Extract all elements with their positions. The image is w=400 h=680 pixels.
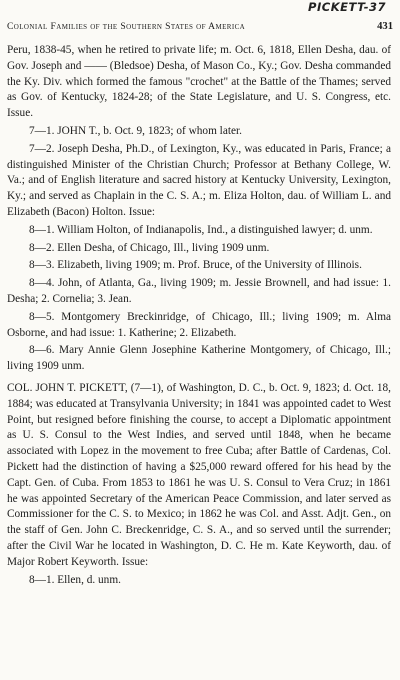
paragraph-continuation: Peru, 1838-45, when he retired to private life; m. Oct. 6, 1818, Ellen Desha, dau. of Gov. Joseph and —— (Bledsoe) Desha, of Mason Co., Ky.; Gov. Desha commanded the Ky. Div. which formed the famous "crochet" at the Battle of the Thames; served as Gov. of Kentucky, 1824-28; of the State Legislature, and U. S. Congress, etc. Issue.	[7, 44, 391, 120]
paragraph-entry-7-1: 7—1. JOHN T., b. Oct. 9, 1823; of whom later.	[29, 124, 242, 137]
paragraph-entry-7-2: 7—2. Joseph Desha, Ph.D., of Lexington, Ky., was educated in Paris, France; a distinguished Minister of the Christian Church; Professor at Bethany College, W. Va.; and of English literature and sacred history at Kentucky University, Lexington, Ky.; and served as Chaplain in the C. S. A.; m. Eliza Holton, dau. of William L. and Elizabeth (Bacon) Holton. Issue:	[7, 142, 391, 218]
handwritten-annotation: PICKETT-37	[308, 0, 386, 14]
page-header	[7, 21, 393, 32]
paragraph-col-john-t-pickett: COL. JOHN T. PICKETT, (7—1), of Washington, D. C., b. Oct. 9, 1823; d. Oct. 18, 1884; was educated at Transylvania University; in 1841 was appointed cadet to West Point, but resigned before finishing the course, to accept a Diplomatic appointment as U. S. Consul to the West Indies, and served until 1848, when he became associated with Lopez in the movement to free Cuba; after Battle of Cardenas, Col. Pickett had the distinction of having a $25,000 reward offered for his head by the Capt. Gen. of Cuba. From 1853 to 1861 he was U. S. Consul to Vera Cruz; in 1861 he was appointed Secretary of the American Peace Commission, and later served as Commissioner for the C. S. to Mexico; in 1862 he was Col. and Asst. Adjt. Gen., on the staff of Gen. John C. Breckenridge, C. S. A., and so served until the surrender; after the Civil War he located in Washington, D. C. He m. Kate Keyworth, dau. of Major Robert Keyworth. Issue:	[7, 381, 391, 568]
paragraph-entry-8-3: 8—3. Elizabeth, living 1909; m. Prof. Bruce, of the University of Illinois.	[29, 259, 362, 272]
paragraph-entry-8-1-ellen: 8—1. Ellen, d. unm.	[29, 573, 121, 586]
running-head: Colonial Families of the Southern States of America	[7, 21, 246, 32]
paragraph-entry-8-2: 8—2. Ellen Desha, of Chicago, Ill., living 1909 unm.	[29, 241, 270, 254]
paragraph-entry-8-5: 8—5. Montgomery Breckinridge, of Chicago, Ill.; living 1909; m. Alma Osborne, and had issue: 1. Katherine; 2. Elizabeth.	[7, 310, 391, 339]
page-body	[7, 43, 391, 590]
paragraph-entry-8-4: 8—4. John, of Atlanta, Ga., living 1909; m. Jessie Brownell, and had issue: 1. Desha; 2. Cornelia; 3. Jean.	[7, 277, 391, 305]
paragraph-entry-8-6: 8—6. Mary Annie Glenn Josephine Katherine Montgomery, of Chicago, Ill.; living 1909 unm.	[7, 344, 391, 373]
paragraph-entry-8-1: 8—1. William Holton, of Indianapolis, Ind., a distinguished lawyer; d. unm.	[29, 223, 373, 236]
page-number: 431	[377, 21, 393, 32]
